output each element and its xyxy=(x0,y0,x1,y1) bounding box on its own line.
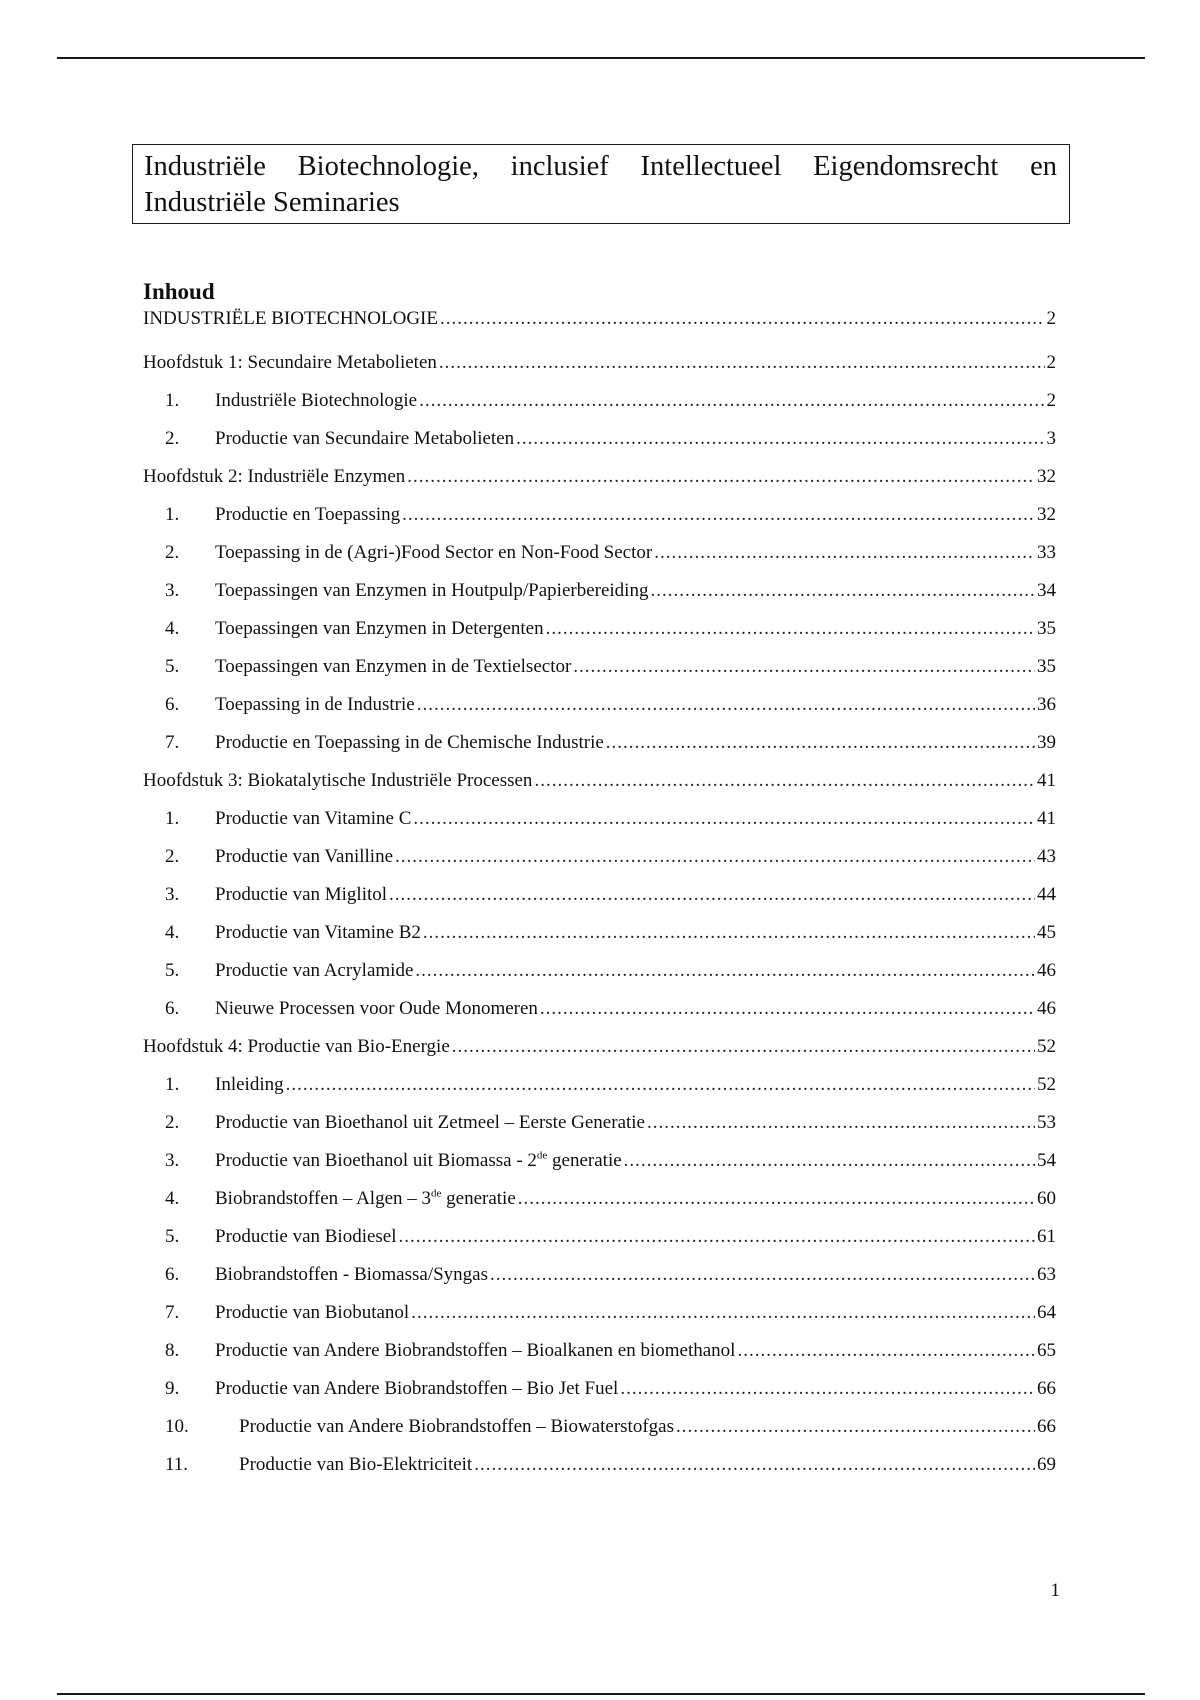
toc-entry-label xyxy=(143,306,438,332)
dot-leader xyxy=(737,1332,1035,1370)
toc-list xyxy=(143,306,1056,1484)
toc-entry-page: 46 xyxy=(1037,998,1056,1019)
toc-entry-label-text: Productie van Vanilline xyxy=(215,846,394,867)
toc-entry-number: 2. xyxy=(165,542,180,563)
dot-leader xyxy=(474,1446,1035,1484)
dot-leader xyxy=(624,1142,1035,1180)
toc-entry-number: 2. xyxy=(165,846,180,867)
toc-entry-page: 63 xyxy=(1037,1264,1056,1285)
dot-leader xyxy=(419,382,1044,420)
toc-entry-label xyxy=(215,420,514,458)
toc-entry-superscript: de xyxy=(431,1187,442,1200)
toc-entry[interactable] xyxy=(143,1294,1056,1332)
dot-leader xyxy=(413,800,1035,838)
toc-entry-page: 53 xyxy=(1037,1112,1056,1133)
toc-entry-number: 10. xyxy=(165,1416,189,1437)
toc-entry-page: 61 xyxy=(1037,1226,1056,1247)
toc-entry-label xyxy=(239,1446,472,1484)
dot-leader xyxy=(518,1180,1035,1218)
toc-entry-number: 1. xyxy=(165,504,180,525)
toc-entry-number: 5. xyxy=(165,1226,180,1247)
toc-entry-number: 3. xyxy=(165,1150,180,1171)
toc-entry[interactable] xyxy=(143,800,1056,838)
toc-entry-number: 9. xyxy=(165,1378,180,1399)
toc-entry-number: 1. xyxy=(165,1074,180,1095)
toc-entry-label-text: Productie van Andere Biobrandstoffen – Biowaterstofgas xyxy=(239,1416,674,1437)
toc-entry-page: 46 xyxy=(1037,960,1056,981)
dot-leader xyxy=(423,914,1035,952)
toc-entry-label xyxy=(215,914,421,952)
toc-entry-page: 41 xyxy=(1037,770,1056,791)
dot-leader xyxy=(407,458,1035,496)
toc-entry-label xyxy=(215,1370,618,1408)
toc-entry-page: 65 xyxy=(1037,1340,1056,1361)
dot-leader xyxy=(654,534,1035,572)
toc-entry-page: 34 xyxy=(1037,580,1056,601)
toc-entry[interactable] xyxy=(143,1066,1056,1104)
toc-entry-label xyxy=(215,648,571,686)
dot-leader xyxy=(650,572,1035,610)
toc-entry-label xyxy=(215,496,400,534)
dot-leader xyxy=(415,952,1035,990)
toc-entry-label xyxy=(143,1028,450,1066)
toc-entry-label-text: Hoofdstuk 1: Secundaire Metabolieten xyxy=(143,352,437,373)
toc-entry-label xyxy=(215,952,413,990)
toc-entry-label-text: Toepassingen van Enzymen in Houtpulp/Papierbereiding xyxy=(215,580,649,601)
toc-entry-number: 4. xyxy=(165,618,180,639)
toc-entry-label-text: Biobrandstoffen – Algen – 3 xyxy=(215,1188,432,1209)
toc-entry-label xyxy=(143,762,532,800)
toc-entry-page: 2 xyxy=(1046,352,1056,373)
toc-entry[interactable] xyxy=(143,1370,1056,1408)
toc-entry-page: 45 xyxy=(1037,922,1056,943)
toc-entry[interactable] xyxy=(143,648,1056,686)
toc-entry-label xyxy=(215,610,544,648)
toc-entry-page: 52 xyxy=(1037,1036,1056,1057)
footer-rule xyxy=(57,1693,1145,1695)
toc-entry[interactable] xyxy=(143,1142,1056,1180)
document-title: Industriële Biotechnologie, inclusief Intellectueel Eigendomsrecht en Industriële Seminaries xyxy=(132,144,1070,224)
toc-entry[interactable] xyxy=(143,686,1056,724)
dot-leader xyxy=(452,1028,1035,1066)
toc-entry-number: 11. xyxy=(165,1454,189,1475)
dot-leader xyxy=(439,344,1045,382)
toc-entry-label-text: Productie en Toepassing xyxy=(215,504,401,525)
toc-entry-number: 3. xyxy=(165,580,180,601)
toc-entry-number: 1. xyxy=(165,390,180,411)
header-rule xyxy=(57,57,1145,59)
toc-entry-page: 41 xyxy=(1037,808,1056,829)
toc-entry[interactable] xyxy=(143,1408,1056,1446)
toc-entry-label xyxy=(239,1408,674,1446)
toc-entry-number: 3. xyxy=(165,884,180,905)
toc-entry-label-text: Productie van Biodiesel xyxy=(215,1226,397,1247)
toc-entry[interactable] xyxy=(143,1256,1056,1294)
toc-entry-label xyxy=(215,382,417,420)
toc-entry-label-text: Toepassingen van Enzymen in Detergenten xyxy=(215,618,544,639)
toc-entry-superscript: de xyxy=(536,1149,548,1162)
toc-entry-page: 43 xyxy=(1037,846,1056,867)
toc-entry-label-suffix: generatie xyxy=(547,1150,622,1171)
toc-entry-number: 5. xyxy=(165,656,180,677)
toc-entry-label-text: Productie van Andere Biobrandstoffen – Bioalkanen en biomethanol xyxy=(215,1340,736,1361)
toc-entry-page: 2 xyxy=(1046,308,1056,329)
toc-entry-label xyxy=(215,1332,735,1370)
toc-entry-page: 60 xyxy=(1037,1188,1056,1209)
toc-entry[interactable] xyxy=(143,762,1056,800)
toc-entry[interactable] xyxy=(143,1028,1056,1066)
toc-entry-label xyxy=(215,686,415,724)
toc-entry-label xyxy=(215,800,411,838)
toc-entry-number: 5. xyxy=(165,960,180,981)
toc-entry-label-text: Productie van Andere Biobrandstoffen – Bio Jet Fuel xyxy=(215,1378,619,1399)
toc-entry-label xyxy=(215,1180,516,1218)
toc-entry-page: 64 xyxy=(1037,1302,1056,1323)
toc-entry[interactable] xyxy=(143,1180,1056,1218)
toc-entry-label xyxy=(215,724,604,762)
toc-entry-label-text: Inleiding xyxy=(215,1074,284,1095)
toc-entry-page: 69 xyxy=(1037,1454,1056,1475)
toc-entry[interactable] xyxy=(143,952,1056,990)
toc-entry-label xyxy=(215,1218,397,1256)
toc-entry-page: 66 xyxy=(1037,1416,1056,1437)
toc-entry-label xyxy=(215,1066,284,1104)
toc-entry-page: 35 xyxy=(1037,656,1056,677)
toc-entry-label-text: Toepassing in de Industrie xyxy=(215,694,415,715)
toc-entry-label-text: Productie van Bioethanol uit Zetmeel – Eerste Generatie xyxy=(215,1112,645,1133)
dot-leader xyxy=(490,1256,1035,1294)
toc-entry-number: 6. xyxy=(165,694,180,715)
toc-entry-number: 2. xyxy=(165,428,180,449)
dot-leader xyxy=(676,1408,1035,1446)
toc-entry[interactable] xyxy=(143,876,1056,914)
toc-entry[interactable] xyxy=(143,1104,1056,1142)
toc-entry[interactable] xyxy=(143,382,1056,420)
toc-entry-label-text: Industriële Biotechnologie xyxy=(215,390,418,411)
dot-leader xyxy=(389,876,1035,914)
toc-heading: Inhoud xyxy=(143,279,215,304)
toc-entry[interactable] xyxy=(143,344,1056,382)
toc-entry-label-suffix: generatie xyxy=(441,1188,516,1209)
toc-entry-label-text: Hoofdstuk 4: Productie van Bio-Energie xyxy=(143,1036,450,1057)
toc-entry-number: 7. xyxy=(165,1302,180,1323)
toc-entry-page: 52 xyxy=(1037,1074,1056,1095)
toc-entry-label-text: Biobrandstoffen - Biomassa/Syngas xyxy=(215,1264,489,1285)
toc-entry-page: 32 xyxy=(1037,504,1056,525)
toc-entry-number: 8. xyxy=(165,1340,180,1361)
dot-leader xyxy=(573,648,1035,686)
toc-entry-page: 32 xyxy=(1037,466,1056,487)
toc-entry[interactable] xyxy=(143,496,1056,534)
toc-entry-label xyxy=(215,876,387,914)
toc-entry-page: 36 xyxy=(1037,694,1056,715)
toc-entry-number: 6. xyxy=(165,1264,180,1285)
toc-entry-number: 2. xyxy=(165,1112,180,1133)
toc-entry-page: 54 xyxy=(1037,1150,1056,1171)
toc-entry[interactable] xyxy=(143,306,1056,336)
toc-entry-label-text: Hoofdstuk 3: Biokatalytische Industriële Processen xyxy=(143,770,533,791)
toc-entry-label-text: Productie van Secundaire Metabolieten xyxy=(215,428,515,449)
toc-entry-page: 3 xyxy=(1046,428,1056,449)
dot-leader xyxy=(534,762,1035,800)
toc-entry-label-text: INDUSTRIËLE BIOTECHNOLOGIE xyxy=(143,308,438,329)
toc-entry[interactable] xyxy=(143,990,1056,1028)
toc-entry[interactable] xyxy=(143,534,1056,572)
toc-entry[interactable] xyxy=(143,458,1056,496)
toc-entry[interactable] xyxy=(143,724,1056,762)
toc-entry-page: 35 xyxy=(1037,618,1056,639)
toc-entry-label-text: Productie en Toepassing in de Chemische Industrie xyxy=(215,732,604,753)
table-of-contents xyxy=(143,278,1056,1484)
toc-entry-label-text: Productie van Acrylamide xyxy=(215,960,414,981)
toc-entry[interactable] xyxy=(143,1218,1056,1256)
toc-entry-label xyxy=(215,1142,622,1180)
toc-entry-label xyxy=(215,1256,488,1294)
toc-entry-label-text: Productie van Biobutanol xyxy=(215,1302,410,1323)
toc-entry-number: 1. xyxy=(165,808,180,829)
dot-leader xyxy=(516,420,1044,458)
toc-entry[interactable] xyxy=(143,838,1056,876)
toc-entry-label xyxy=(143,344,437,382)
toc-entry-number: 7. xyxy=(165,732,180,753)
dot-leader xyxy=(286,1066,1035,1104)
toc-entry-number: 6. xyxy=(165,998,180,1019)
toc-entry[interactable] xyxy=(143,420,1056,458)
dot-leader xyxy=(440,306,1045,332)
toc-entry[interactable] xyxy=(143,1332,1056,1370)
toc-entry-label xyxy=(215,1294,409,1332)
dot-leader xyxy=(402,496,1035,534)
toc-entry-page: 39 xyxy=(1037,732,1056,753)
toc-entry-number: 4. xyxy=(165,922,180,943)
toc-entry-label-text: Productie van Miglitol xyxy=(215,884,388,905)
dot-leader xyxy=(417,686,1035,724)
dot-leader xyxy=(395,838,1035,876)
dot-leader xyxy=(546,610,1035,648)
dot-leader xyxy=(411,1294,1035,1332)
dot-leader xyxy=(540,990,1035,1028)
toc-entry[interactable] xyxy=(143,610,1056,648)
toc-entry-label-text: Productie van Vitamine C xyxy=(215,808,412,829)
toc-entry-label xyxy=(215,1104,645,1142)
toc-entry-label xyxy=(215,572,648,610)
toc-entry-label xyxy=(215,990,538,1028)
toc-entry-label xyxy=(143,458,405,496)
dot-leader xyxy=(399,1218,1035,1256)
toc-entry[interactable] xyxy=(143,914,1056,952)
toc-entry-label-text: Toepassingen van Enzymen in de Textielsector xyxy=(215,656,572,677)
dot-leader xyxy=(647,1104,1035,1142)
toc-entry-label xyxy=(215,534,652,572)
dot-leader xyxy=(620,1370,1035,1408)
toc-entry-page: 66 xyxy=(1037,1378,1056,1399)
toc-entry-label-text: Hoofdstuk 2: Industriële Enzymen xyxy=(143,466,406,487)
dot-leader xyxy=(606,724,1035,762)
toc-entry-label-text: Productie van Bioethanol uit Biomassa - 2 xyxy=(215,1150,537,1171)
toc-entry-page: 2 xyxy=(1046,390,1056,411)
toc-entry-label xyxy=(215,838,393,876)
toc-entry-page: 44 xyxy=(1037,884,1056,905)
toc-entry[interactable] xyxy=(143,1446,1056,1484)
toc-entry-label-text: Productie van Bio-Elektriciteit xyxy=(239,1454,473,1475)
toc-entry[interactable] xyxy=(143,572,1056,610)
toc-entry-label-text: Toepassing in de (Agri-)Food Sector en Non-Food Sector xyxy=(215,542,653,563)
toc-entry-page: 33 xyxy=(1037,542,1056,563)
page-number: 1 xyxy=(1050,1580,1060,1601)
toc-entry-label-text: Nieuwe Processen voor Oude Monomeren xyxy=(215,998,538,1019)
toc-entry-label-text: Productie van Vitamine B2 xyxy=(215,922,421,943)
toc-entry-number: 4. xyxy=(165,1188,180,1209)
